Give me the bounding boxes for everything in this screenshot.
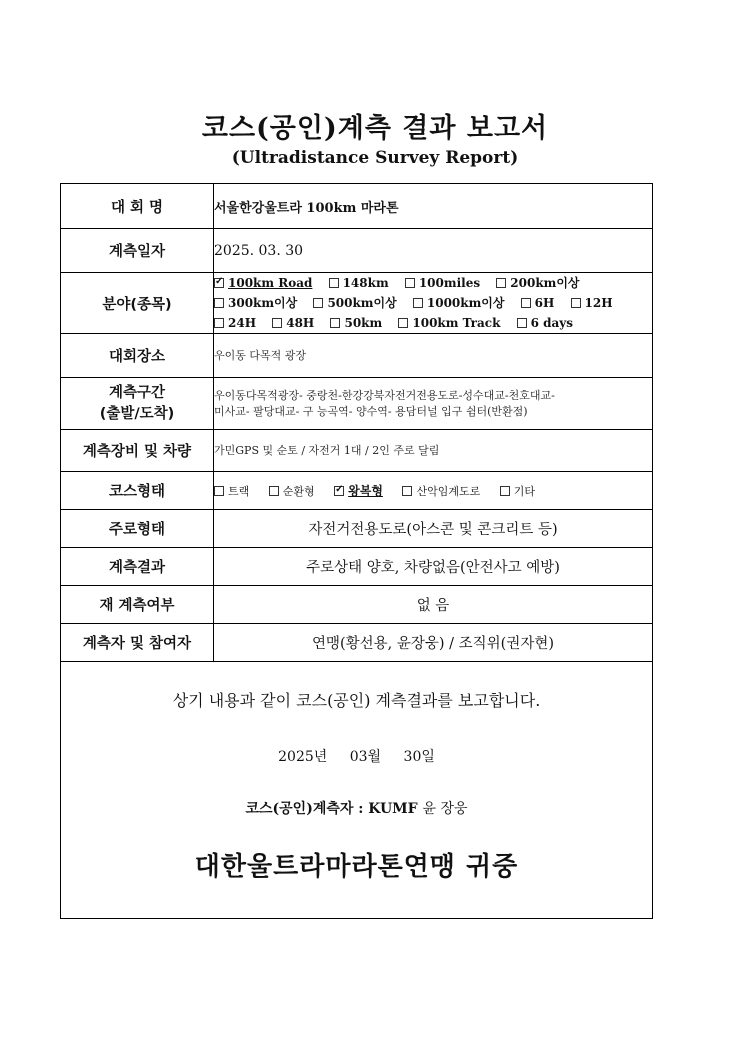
row-result xyxy=(61,548,653,586)
date-label: 계측일자 xyxy=(61,229,214,273)
checkbox-icon xyxy=(330,318,340,328)
checkbox-icon xyxy=(402,486,412,496)
remeasure-label: 재 계측여부 xyxy=(61,586,214,624)
date-value: 2025. 03. 30 xyxy=(214,229,653,273)
report-statement: 상기 내용과 같이 코스(공인) 계측결과를 보고합니다. xyxy=(172,691,541,710)
category-option[interactable]: 100miles xyxy=(405,276,480,290)
checkbox-icon xyxy=(214,318,224,328)
participants-label: 계측자 및 참여자 xyxy=(61,624,214,662)
checkbox-icon xyxy=(405,278,415,288)
road-label: 주로형태 xyxy=(61,510,214,548)
category-option[interactable]: 6H xyxy=(521,296,555,310)
category-option[interactable]: ✓100km Road xyxy=(214,276,312,290)
course-type-option[interactable]: 산악임계도로 xyxy=(402,485,480,498)
category-option[interactable]: 148km xyxy=(329,276,389,290)
road-value: 자전거전용도로(아스콘 및 콘크리트 등) xyxy=(214,510,653,548)
result-label: 계측결과 xyxy=(61,548,214,586)
section-value-line2: 미사교- 팔당대교- 구 능곡역- 양수역- 용담터널 입구 쉼터(반환점) xyxy=(214,404,528,418)
course-type-option[interactable]: 순환형 xyxy=(269,485,315,498)
checkbox-icon xyxy=(313,298,323,308)
checkbox-icon xyxy=(214,486,224,496)
category-option[interactable]: 24H xyxy=(214,316,256,330)
checkbox-icon xyxy=(214,298,224,308)
row-participants xyxy=(61,624,653,662)
report-table xyxy=(60,183,653,919)
checkbox-icon xyxy=(521,298,531,308)
checkbox-checked-icon xyxy=(214,278,224,288)
category-option[interactable]: 200km이상 xyxy=(496,276,579,290)
equipment-label: 계측장비 및 차량 xyxy=(61,430,214,472)
report-title: 코스(공인)계측 결과 보고서 xyxy=(201,113,549,144)
surveyor xyxy=(61,798,652,818)
course-type-options xyxy=(214,482,652,499)
row-section xyxy=(61,378,653,430)
equipment-value: 가민GPS 및 순토 / 자전거 1대 / 2인 주로 달림 xyxy=(214,430,653,472)
checkbox-icon xyxy=(413,298,423,308)
category-option[interactable]: 1000km이상 xyxy=(413,296,505,310)
report-date xyxy=(61,746,652,766)
category-option[interactable]: 500km이상 xyxy=(313,296,396,310)
event-label: 대 회 명 xyxy=(61,184,214,229)
report-date-month: 03월 xyxy=(349,749,382,765)
checkbox-icon xyxy=(329,278,339,288)
checkbox-icon xyxy=(272,318,282,328)
category-option[interactable]: 12H xyxy=(571,296,613,310)
row-road xyxy=(61,510,653,548)
checkbox-icon xyxy=(500,486,510,496)
report-date-year: 2025년 xyxy=(278,749,328,765)
category-option[interactable]: 50km xyxy=(330,316,382,330)
venue-label: 대회장소 xyxy=(61,334,214,378)
surveyor-label: 코스(공인)계측자 : KUMF xyxy=(245,801,418,817)
row-footer xyxy=(61,662,653,919)
report-subtitle: (Ultradistance Survey Report) xyxy=(231,148,519,168)
category-option[interactable]: 48H xyxy=(272,316,314,330)
row-category xyxy=(61,273,653,334)
category-options xyxy=(214,273,652,333)
checkbox-icon xyxy=(269,486,279,496)
course-type-option[interactable]: 기타 xyxy=(500,485,535,498)
category-option[interactable]: 100km Track xyxy=(398,316,500,330)
surveyor-name: 윤 장웅 xyxy=(422,801,468,817)
row-remeasure xyxy=(61,586,653,624)
course-type-label: 코스형태 xyxy=(61,472,214,510)
event-value: 서울한강울트라 100km 마라톤 xyxy=(214,200,399,216)
row-equipment xyxy=(61,430,653,472)
recipient: 대한울트라마라톤연맹 귀중 xyxy=(194,852,519,882)
venue-value: 우이동 다목적 광장 xyxy=(214,334,653,378)
participants-value: 연맹(황선용, 윤장웅) / 조직위(권자현) xyxy=(214,624,653,662)
checkbox-icon xyxy=(571,298,581,308)
course-type-option[interactable]: 트랙 xyxy=(214,485,249,498)
category-label: 분야(종목) xyxy=(61,273,214,334)
category-option[interactable]: 300km이상 xyxy=(214,296,297,310)
course-type-option[interactable]: ✓ 왕복형 xyxy=(334,484,383,498)
section-label-line2: (출발/도착) xyxy=(99,405,175,422)
row-date xyxy=(61,229,653,273)
remeasure-value: 없 음 xyxy=(214,586,653,624)
row-venue xyxy=(61,334,653,378)
checkbox-icon xyxy=(517,318,527,328)
category-option[interactable]: 6 days xyxy=(517,316,573,330)
checkbox-icon xyxy=(496,278,506,288)
footer-box xyxy=(61,662,653,919)
section-label-line1: 계측구간 xyxy=(108,384,166,401)
row-event xyxy=(61,184,653,229)
checkbox-icon xyxy=(398,318,408,328)
row-course-type xyxy=(61,472,653,510)
result-value: 주로상태 양호, 차량없음(안전사고 예방) xyxy=(214,548,653,586)
section-value-line1: 우이동다목적광장- 중랑천-한강강북자전거전용도로-성수대교-천호대교- xyxy=(214,388,555,402)
report-date-day: 30일 xyxy=(403,749,435,765)
checkbox-checked-icon xyxy=(334,486,344,496)
